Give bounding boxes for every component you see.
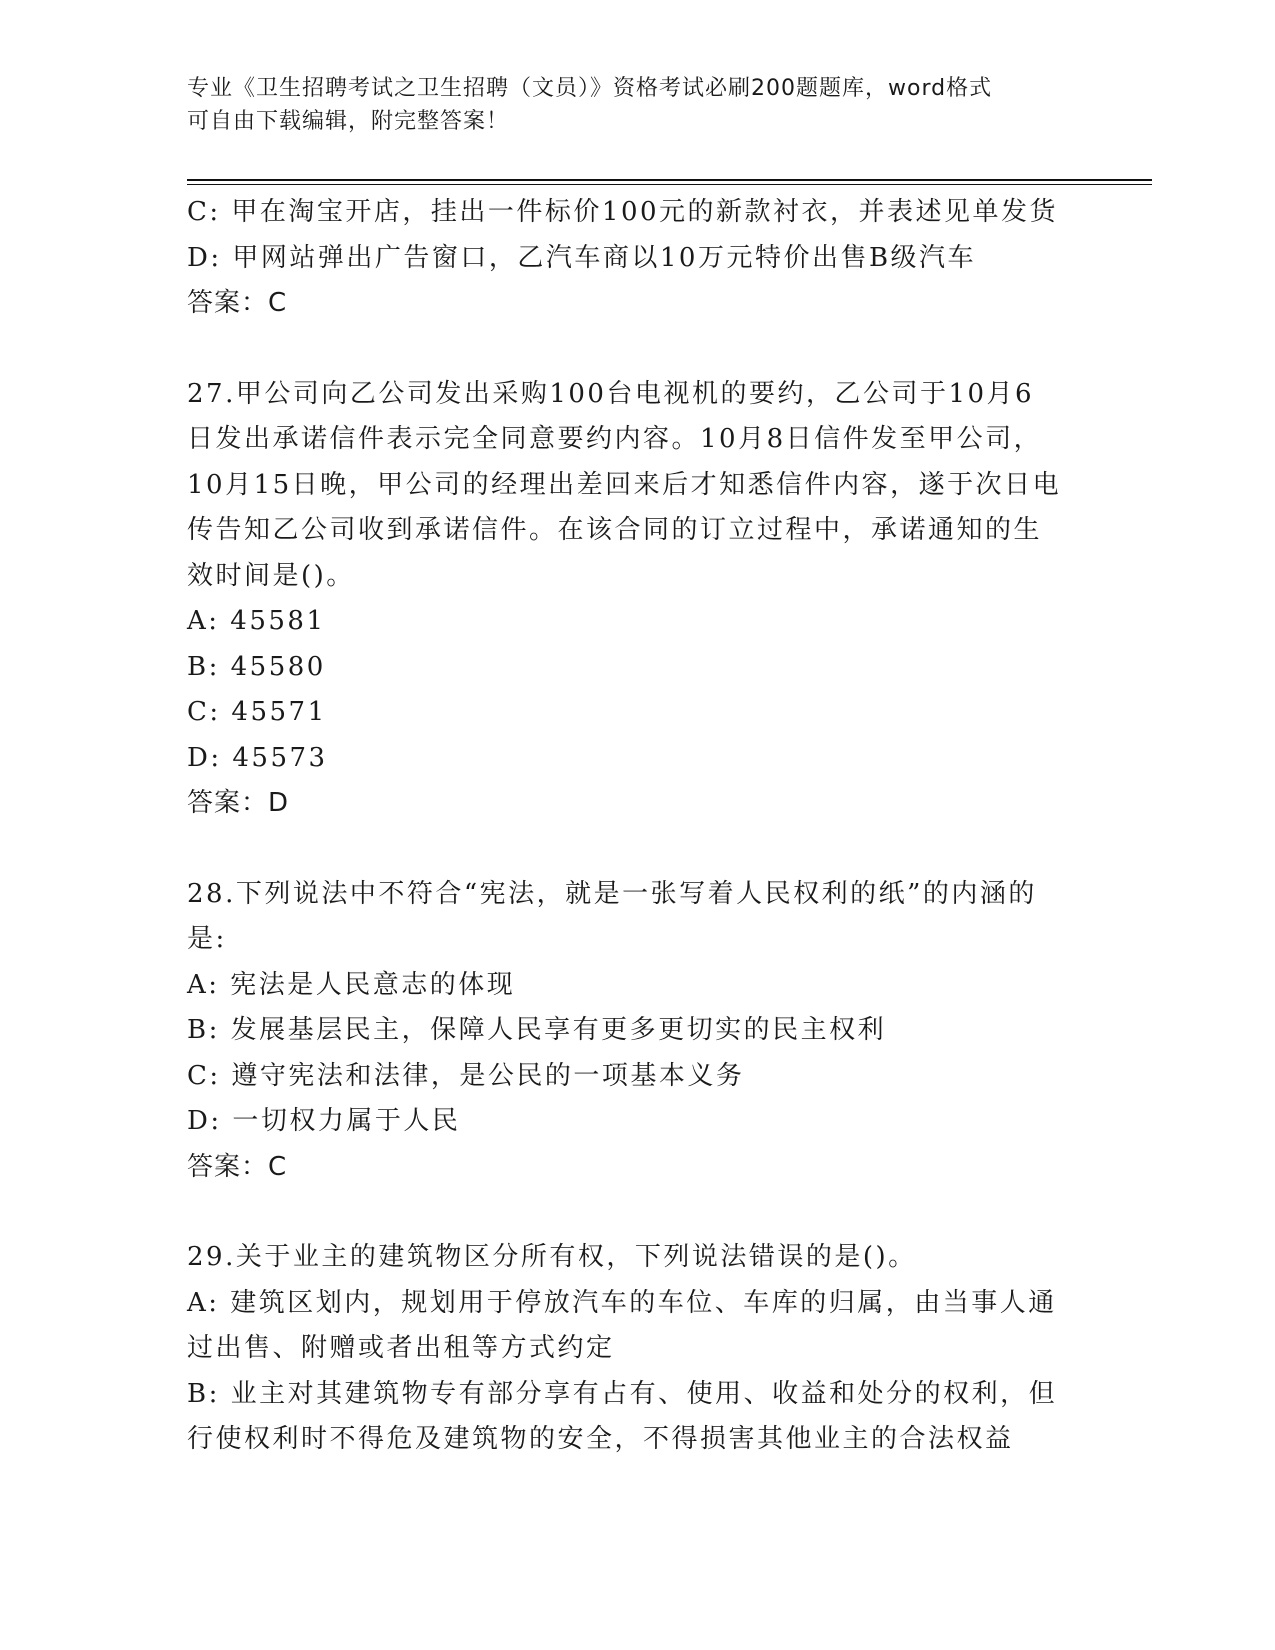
- question-26: [187, 190, 1087, 327]
- option-c: C: 45571: [187, 697, 327, 727]
- option-c: C: 甲在淘宝开店，挂出一件标价100元的新款衬衣，并表述见单发货: [187, 197, 1059, 227]
- option-a: A: 宪法是人民意志的体现: [187, 969, 516, 1000]
- option-b: B: 发展基层民主，保障人民享有更多更切实的民主权利: [187, 1015, 887, 1045]
- header-rule-thin: [187, 184, 1152, 185]
- question-stem-line: 10月15日晚，甲公司的经理出差回来后才知悉信件内容，遂于次日电: [187, 469, 1062, 500]
- document-header: [187, 72, 1067, 138]
- document-body: [187, 190, 1087, 1463]
- question-29: [187, 1235, 1087, 1463]
- answer: 答案：D: [187, 788, 290, 818]
- option-b-line: 行使权利时不得危及建筑物的安全，不得损害其他业主的合法权益: [187, 1424, 1014, 1454]
- option-c: C: 遵守宪法和法律，是公民的一项基本义务: [187, 1060, 745, 1091]
- question-stem-line: 是:: [187, 924, 227, 954]
- question-28: [187, 872, 1087, 1191]
- header-rule-thick: [187, 179, 1152, 181]
- answer: 答案：C: [187, 288, 288, 318]
- option-d: D: 45573: [187, 742, 328, 773]
- header-line-2: 可自由下载编辑，附完整答案！: [187, 109, 510, 134]
- answer: 答案：C: [187, 1151, 288, 1182]
- question-stem-line: 传告知乙公司收到承诺信件。在该合同的订立过程中，承诺通知的生: [187, 515, 1043, 545]
- option-a-line: 过出售、附赠或者出租等方式约定: [187, 1333, 615, 1363]
- question-27: [187, 372, 1087, 827]
- question-stem: 29.关于业主的建筑物区分所有权，下列说法错误的是()。: [187, 1242, 917, 1272]
- option-b: B: 45580: [187, 651, 326, 682]
- option-d: D: 一切权力属于人民: [187, 1106, 461, 1136]
- option-d: D: 甲网站弹出广告窗口，乙汽车商以10万元特价出售B级汽车: [187, 242, 977, 273]
- question-stem-line: 日发出承诺信件表示完全同意要约内容。10月8日信件发至甲公司，: [187, 424, 1043, 454]
- option-a: A: 45581: [187, 606, 326, 636]
- option-a-line: A: 建筑区划内，规划用于停放汽车的车位、车库的归属，由当事人通: [187, 1287, 1057, 1318]
- question-stem-line: 27.甲公司向乙公司发出采购100台电视机的要约，乙公司于10月6: [187, 378, 1035, 409]
- header-line-1: 专业《卫生招聘考试之卫生招聘（文员）》资格考试必刷200题题库，word格式: [187, 76, 993, 101]
- question-stem-line: 28.下列说法中不符合“宪法，就是一张写着人民权利的纸”的内涵的: [187, 878, 1037, 909]
- question-stem-line: 效时间是()。: [187, 560, 355, 591]
- option-b-line: B: 业主对其建筑物专有部分享有占有、使用、收益和处分的权利，但: [187, 1378, 1058, 1409]
